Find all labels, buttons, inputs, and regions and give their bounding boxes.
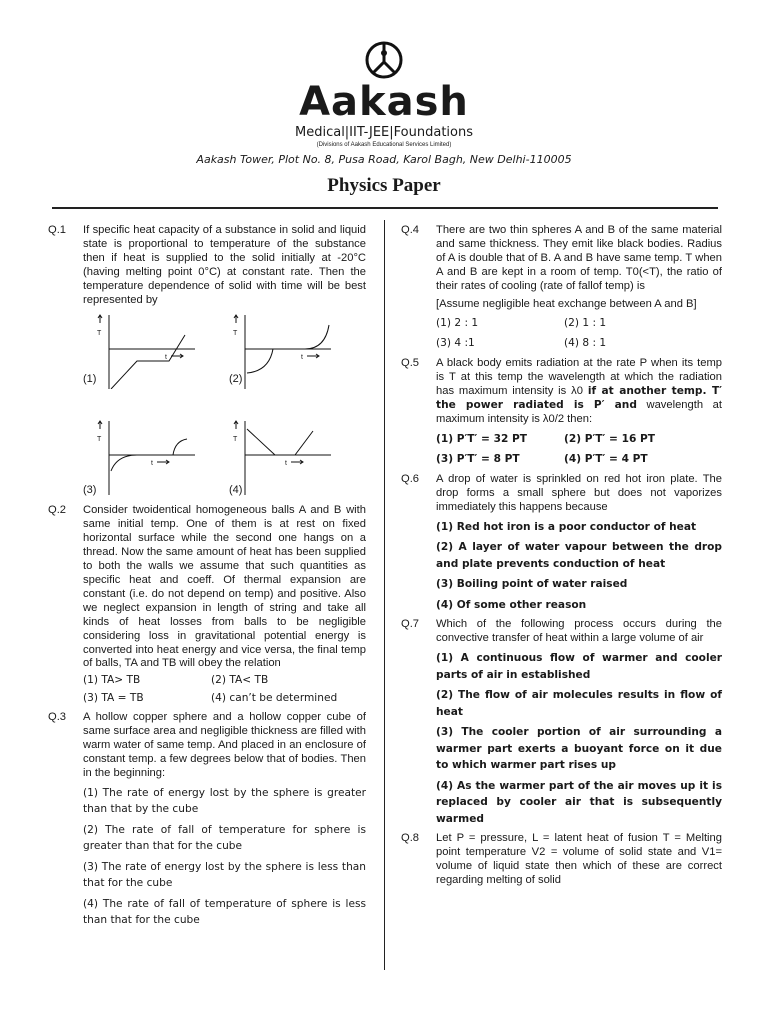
question-number: Q.4: [401, 224, 420, 236]
option: (1) The rate of energy lost by the sphere is greater than that by the cube: [83, 786, 366, 816]
question-8: [401, 832, 722, 888]
axis-y-label: T: [97, 436, 102, 444]
option: (1) P′T′ = 32 PT: [436, 432, 527, 445]
question-number: Q.7: [401, 618, 420, 631]
question-number: Q.2: [48, 504, 67, 517]
question-text: Which of the following process occurs during the convective transfer of heat within a large volume of air: [436, 618, 722, 645]
page-header: [0, 40, 768, 197]
question-text: A drop of water is sprinkled on red hot iron plate. The drop forms a small sphere but does not vaporizes immediately this happens because: [436, 472, 722, 513]
aakash-logo-icon: [364, 40, 404, 80]
graph-option-1: [97, 313, 217, 397]
graph-option-3: [97, 419, 217, 503]
graph-label-4: (4): [229, 484, 243, 497]
option: (3) The cooler portion of air surrounding a warmer part exerts a buoyant force on it due to which warmer part rises up: [436, 726, 722, 771]
division-note: (Divisions of Aakash Educational Services Limited): [316, 142, 452, 148]
question-text: Consider twoidentical homogeneous balls A and B with same initial temp. One of them is at rest on fixed horizontal surface while the second one hangs on a thread. Now the same amount of heat has been supplied to both the walls we assume that such quantities as specific heat and coeff. Of thermal expansion are constant (i.e. do not depend on temp) and positive. Also we neglect expansion in length of string and take all kinds of heat losses from balls to be negligible considering loss in gravitational potential energy is converted into heat energy and vice versa, the final temp of balls, TA and TB will obey the relation: [83, 504, 366, 670]
option: (3) 4 :1: [436, 337, 475, 350]
option: (4) P′T′ = 4 PT: [564, 452, 648, 465]
axis-y-label: T: [233, 436, 238, 444]
option: (2) P′T′ = 16 PT: [564, 432, 655, 445]
question-number: Q.1: [48, 224, 67, 236]
option: (4) 8 : 1: [564, 337, 607, 350]
option: (4) Of some other reason: [436, 598, 587, 611]
axis-x-label: t: [165, 354, 167, 362]
option: (2) 1 : 1: [564, 317, 607, 330]
option: (2) The flow of air molecules results in flow of heat: [436, 689, 722, 718]
option: (1) A continuous flow of warmer and cooler parts of air in established: [436, 652, 722, 681]
option: (1) Red hot iron is a poor conductor of heat: [436, 520, 697, 533]
question-text: Let P = pressure, L = latent heat of fusion T = Melting point temperature V2 = volume of solid state and V1= volume of liquid state then which of these are correct regarding melting of solid: [436, 832, 722, 886]
header-divider: [52, 207, 718, 209]
graph-label-3: (3): [83, 484, 97, 497]
question-number: Q.3: [48, 711, 67, 724]
option: (4) The rate of fall of temperature of sphere is less than that for the cube: [83, 897, 366, 927]
graph-options: [83, 313, 366, 499]
option: (3) TA = TB: [83, 692, 144, 705]
graph-label-1: (1): [83, 373, 97, 386]
option: (3) Boiling point of water raised: [436, 578, 628, 591]
question-text-b: if at another temp. T′ the power radiated is P′ and: [436, 385, 722, 412]
right-column: [401, 224, 722, 893]
question-number: Q.6: [401, 472, 420, 485]
brand-tagline: Medical|IIT-JEE|Foundations: [295, 125, 473, 140]
axis-x-label: t: [285, 460, 287, 468]
question-text-a: A black body emits radiation at the rate P when its temp is T at this temp the wavelength at which the radiation has maximum intensity is λ0: [436, 357, 722, 398]
option: (3) P′T′ = 8 PT: [436, 452, 520, 465]
question-text: If specific heat capacity of a substance in solid and liquid state is proportional to temperature of the substance then if heat is supplied to the solid initially at -20°C (having melting point 0°C) at constant rate. Then the temperature dependence of solid with time will be best represented by: [83, 224, 366, 306]
question-4: [401, 224, 722, 352]
column-divider: [384, 220, 385, 970]
option: (1) TA> TB: [83, 674, 141, 687]
question-number: Q.5: [401, 357, 420, 370]
question-7: [401, 618, 722, 827]
option: (2) A layer of water vapour between the drop and plate prevents conduction of heat: [436, 541, 722, 570]
axis-y-label: T: [233, 330, 238, 338]
question-2: [48, 504, 366, 706]
axis-y-label: T: [97, 330, 102, 338]
question-5: [401, 357, 722, 468]
question-note: [Assume negligible heat exchange between A and B]: [436, 297, 697, 310]
brand-name: Aakash: [299, 79, 469, 125]
question-text: [436, 357, 722, 427]
graph-option-2: [233, 313, 353, 397]
left-column: [48, 224, 366, 934]
option: (2) TA< TB: [211, 674, 269, 687]
page-title: Physics Paper: [327, 175, 441, 196]
axis-x-label: t: [301, 354, 303, 362]
graph-option-4: [233, 419, 353, 503]
question-6: [401, 473, 722, 613]
question-3: [48, 711, 366, 929]
option: (4) As the warmer part of the air moves up it is replaced by cooler air that is subsequently warmed: [436, 779, 722, 825]
question-number: Q.8: [401, 832, 420, 844]
option: (3) The rate of energy lost by the sphere is less than that for the cube: [83, 860, 366, 890]
option: (4) can’t be determined: [211, 692, 338, 705]
question-text: A hollow copper sphere and a hollow copper cube of same surface area and negligible thickness are filled with warm water of same temp. And placed in an enclosure of constant temp. a few degrees below that of bodies. Then in the beginning:: [83, 711, 366, 779]
question-text: There are two thin spheres A and B of the same material and same thickness. They emit like black bodies. Radius of A is double that of B. A and B have same temp. T when A and B are kept in a room of temp. T0(<T), the ratio of their rates of cooling (rate of fallof temp) is: [436, 224, 722, 292]
graph-label-2: (2): [229, 373, 243, 386]
question-text-c: wavelength at maximum intensity is λ0/2 then:: [436, 399, 722, 426]
question-1: [48, 224, 366, 499]
option: (2) The rate of fall of temperature for sphere is greater than that for the cube: [83, 823, 366, 853]
axis-x-label: t: [151, 460, 153, 468]
option: (1) 2 : 1: [436, 317, 479, 330]
address: Aakash Tower, Plot No. 8, Pusa Road, Karol Bagh, New Delhi-110005: [196, 153, 572, 166]
